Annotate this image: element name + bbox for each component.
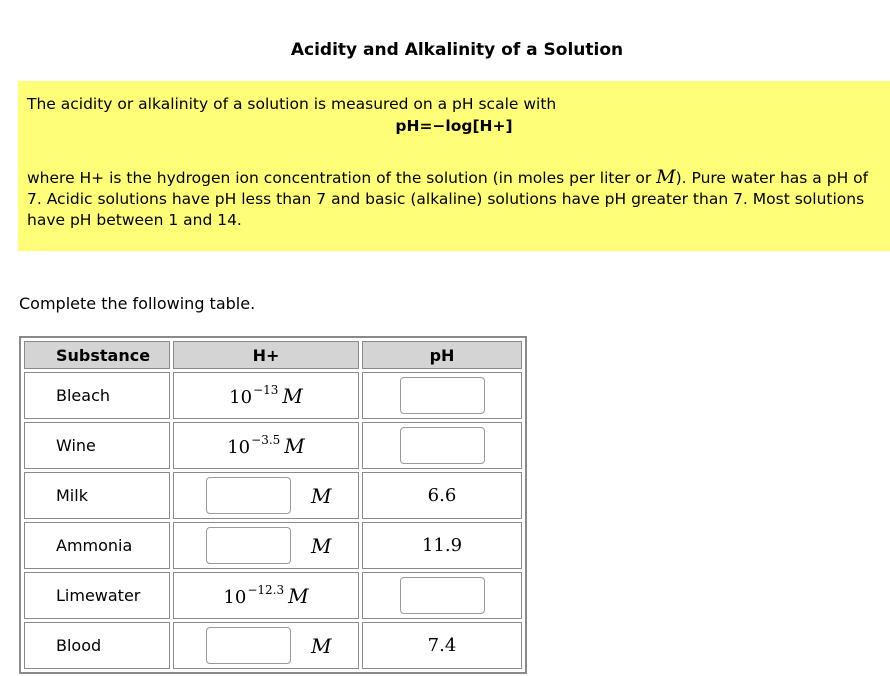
intro-description [27, 167, 881, 231]
substance-cell: Limewater [24, 572, 170, 619]
table-row [24, 622, 522, 669]
h-plus-input[interactable] [206, 627, 291, 664]
h-plus-cell [173, 422, 359, 469]
ph-cell [362, 422, 522, 469]
h-plus-cell [173, 372, 359, 419]
ph-table [19, 336, 527, 674]
base-value: 10 [227, 436, 251, 458]
h-plus-cell [173, 472, 359, 519]
ph-formula: pH=−log[H+] [395, 117, 513, 135]
ph-input[interactable] [400, 427, 485, 464]
table-header-row [24, 341, 522, 369]
ph-cell [362, 622, 522, 669]
exponent-value: −13 [253, 382, 279, 397]
ph-cell [362, 522, 522, 569]
h-plus-cell [173, 522, 359, 569]
unit-m: M [288, 583, 309, 608]
unit-m: M [311, 533, 332, 558]
exponent-value: −3.5 [251, 432, 281, 447]
base-value: 10 [229, 386, 253, 408]
ph-cell [362, 572, 522, 619]
ph-cell [362, 472, 522, 519]
header-substance: Substance [24, 341, 170, 369]
ph-cell [362, 372, 522, 419]
ph-input[interactable] [400, 377, 485, 414]
header-ph: pH [362, 341, 522, 369]
table-row [24, 372, 522, 419]
h-plus-cell [173, 622, 359, 669]
unit-symbol: M [656, 166, 676, 188]
unit-m: M [311, 633, 332, 658]
ph-value: 11.9 [421, 535, 463, 556]
desc-part2: ). Pure water has a pH of 7. Acidic solutions have pH less than 7 and basic (alkaline) solutions have pH greater than 7. Most solutions have pH between 1 and 14. [27, 169, 869, 229]
substance-cell: Ammonia [24, 522, 170, 569]
info-box [18, 81, 890, 251]
ph-input[interactable] [400, 577, 485, 614]
page-title: Acidity and Alkalinity of a Solution [290, 40, 624, 60]
substance-cell: Bleach [24, 372, 170, 419]
ph-value: 7.4 [427, 635, 457, 656]
h-plus-input[interactable] [206, 527, 291, 564]
table-row [24, 572, 522, 619]
unit-m: M [284, 433, 305, 458]
header-h-plus: H+ [173, 341, 359, 369]
base-value: 10 [223, 586, 247, 608]
desc-part1: where H+ is the hydrogen ion concentration of the solution (in moles per liter or [27, 169, 657, 187]
substance-cell: Blood [24, 622, 170, 669]
h-plus-input[interactable] [206, 477, 291, 514]
table-row [24, 522, 522, 569]
exponent-value: −12.3 [247, 582, 285, 597]
substance-cell: Milk [24, 472, 170, 519]
h-plus-cell [173, 572, 359, 619]
unit-m: M [282, 383, 303, 408]
unit-m: M [311, 483, 332, 508]
table-row [24, 422, 522, 469]
ph-value: 6.6 [427, 485, 457, 506]
intro-line: The acidity or alkalinity of a solution is measured on a pH scale with [27, 95, 557, 113]
table-row [24, 472, 522, 519]
substance-cell: Wine [24, 422, 170, 469]
instruction: Complete the following table. [19, 294, 256, 313]
